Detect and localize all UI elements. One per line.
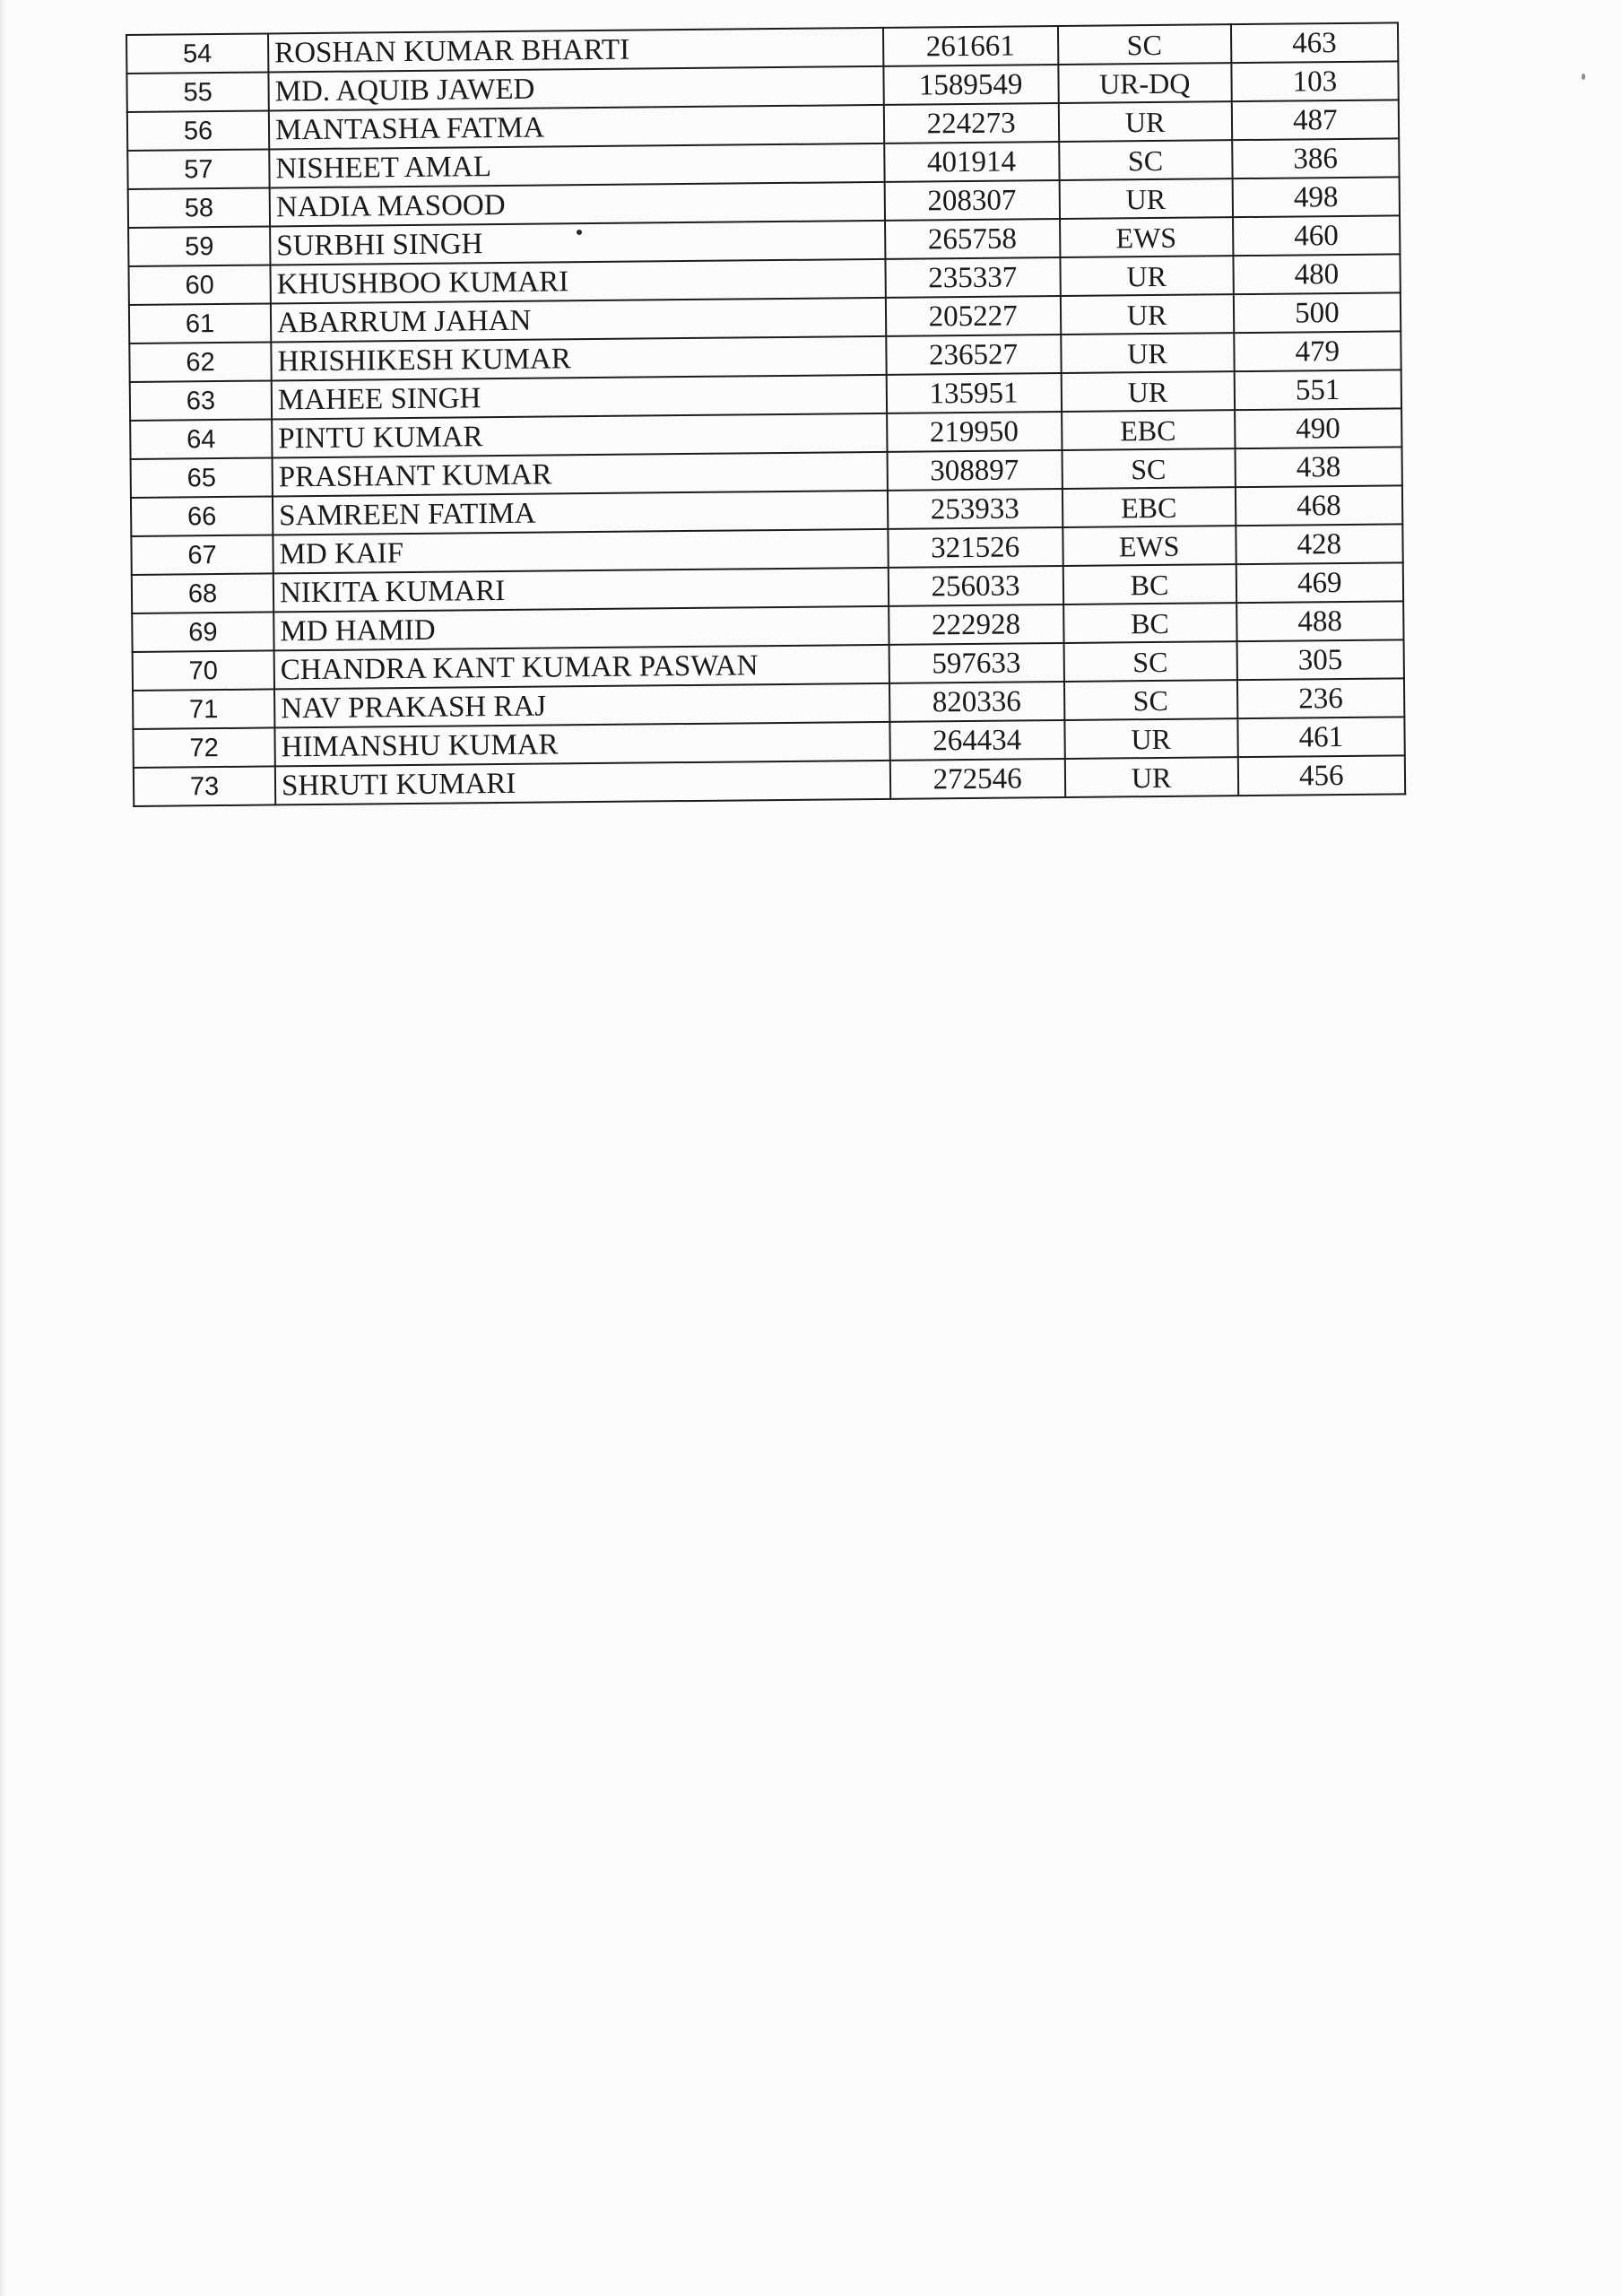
cell-rank: 488 <box>1236 601 1404 641</box>
cell-name: SHRUTI KUMARI <box>275 761 890 805</box>
cell-category: UR <box>1064 757 1237 797</box>
scan-speck <box>1582 74 1585 80</box>
cell-rank: 479 <box>1234 331 1401 371</box>
cell-category: SC <box>1063 641 1236 682</box>
cell-roll-no: 321526 <box>888 527 1063 568</box>
cell-sl-no: 72 <box>133 727 274 768</box>
cell-category: SC <box>1064 680 1237 720</box>
cell-roll-no: 236527 <box>886 335 1061 375</box>
cell-category: SC <box>1058 24 1231 65</box>
cell-rank: 490 <box>1235 408 1402 448</box>
cell-sl-no: 62 <box>129 342 271 382</box>
cell-rank: 498 <box>1232 177 1400 217</box>
cell-roll-no: 308897 <box>887 450 1062 491</box>
cell-roll-no: 597633 <box>889 643 1063 683</box>
cell-sl-no: 54 <box>126 33 268 74</box>
merit-list-table <box>126 22 1406 807</box>
cell-rank: 456 <box>1237 755 1405 796</box>
cell-rank: 463 <box>1231 22 1399 63</box>
cell-roll-no: 224273 <box>883 103 1058 144</box>
cell-name: NAV PRAKASH RAJ <box>274 683 889 728</box>
cell-category: UR <box>1059 178 1232 219</box>
cell-name: MD KAIF <box>273 529 888 574</box>
cell-sl-no: 68 <box>132 573 273 613</box>
cell-sl-no: 59 <box>128 226 270 266</box>
cell-name: PRASHANT KUMAR <box>273 452 888 497</box>
cell-category: UR <box>1060 294 1233 335</box>
cell-name: HRISHIKESH KUMAR <box>271 336 886 381</box>
cell-sl-no: 70 <box>133 650 274 691</box>
cell-rank: 305 <box>1236 639 1404 680</box>
cell-roll-no: 261661 <box>883 26 1058 66</box>
cell-name: ABARRUM JAHAN <box>271 298 886 343</box>
cell-category: BC <box>1063 603 1236 643</box>
cell-rank: 500 <box>1233 292 1401 333</box>
cell-rank: 438 <box>1235 447 1402 487</box>
cell-category: SC <box>1062 448 1235 489</box>
cell-name: MD. AQUIB JAWED <box>268 66 883 111</box>
cell-name: PINTU KUMAR <box>272 413 887 458</box>
cell-rank: 461 <box>1237 717 1405 757</box>
cell-roll-no: 272546 <box>889 759 1064 799</box>
cell-roll-no: 401914 <box>884 142 1059 182</box>
cell-sl-no: 64 <box>130 419 272 459</box>
cell-name: MD HAMID <box>273 606 889 651</box>
cell-roll-no: 135951 <box>886 373 1061 413</box>
cell-category: UR <box>1060 256 1233 296</box>
cell-category: UR <box>1061 371 1234 412</box>
cell-name: NISHEET AMAL <box>269 144 884 188</box>
cell-roll-no: 205227 <box>886 296 1061 336</box>
cell-name: NIKITA KUMARI <box>273 568 889 613</box>
cell-roll-no: 208307 <box>884 180 1059 221</box>
cell-category: UR <box>1061 333 1234 373</box>
cell-sl-no: 66 <box>131 496 273 536</box>
cell-category: EWS <box>1063 526 1236 566</box>
cell-rank: 468 <box>1236 485 1403 526</box>
cell-sl-no: 58 <box>128 187 270 228</box>
cell-name: KHUSHBOO KUMARI <box>270 259 885 304</box>
cell-sl-no: 55 <box>126 72 268 112</box>
cell-sl-no: 60 <box>128 265 270 305</box>
cell-category: EBC <box>1062 487 1235 527</box>
cell-rank: 428 <box>1236 524 1403 564</box>
cell-roll-no: 235337 <box>885 257 1060 298</box>
cell-name: MANTASHA FATMA <box>269 105 884 150</box>
cell-roll-no: 219950 <box>887 412 1062 452</box>
page-edge-shadow <box>0 0 5 2296</box>
cell-name: HIMANSHU KUMAR <box>274 722 889 767</box>
cell-category: UR <box>1064 718 1237 759</box>
cell-roll-no: 265758 <box>885 219 1060 259</box>
cell-roll-no: 264434 <box>889 720 1064 761</box>
cell-sl-no: 57 <box>127 149 269 189</box>
cell-rank: 487 <box>1231 100 1399 140</box>
cell-category: EWS <box>1060 217 1233 257</box>
cell-rank: 386 <box>1232 138 1400 178</box>
cell-sl-no: 56 <box>127 110 269 151</box>
cell-category: UR-DQ <box>1058 63 1231 103</box>
cell-category: UR <box>1058 101 1231 142</box>
cell-category: SC <box>1059 140 1232 180</box>
cell-rank: 469 <box>1236 562 1403 603</box>
cell-sl-no: 67 <box>131 535 273 575</box>
cell-sl-no: 71 <box>133 689 274 729</box>
cell-category: BC <box>1063 564 1236 604</box>
cell-roll-no: 820336 <box>889 682 1064 722</box>
cell-sl-no: 63 <box>130 380 272 421</box>
cell-name: SAMREEN FATIMA <box>273 491 888 535</box>
cell-rank: 480 <box>1233 254 1401 294</box>
cell-roll-no: 256033 <box>888 566 1063 606</box>
cell-category: EBC <box>1062 410 1235 450</box>
cell-rank: 236 <box>1237 678 1405 718</box>
merit-list-body <box>126 22 1405 806</box>
cell-name: MAHEE SINGH <box>272 375 887 420</box>
cell-rank: 460 <box>1233 215 1401 256</box>
scan-speck <box>577 230 582 235</box>
cell-sl-no: 65 <box>131 457 273 498</box>
cell-sl-no: 61 <box>129 303 271 344</box>
cell-name: NADIA MASOOD <box>270 182 885 227</box>
cell-name: CHANDRA KANT KUMAR PASWAN <box>274 645 889 690</box>
cell-sl-no: 73 <box>134 766 275 806</box>
cell-sl-no: 69 <box>132 612 273 652</box>
cell-rank: 103 <box>1231 61 1399 101</box>
cell-rank: 551 <box>1234 370 1401 410</box>
cell-name: ROSHAN KUMAR BHARTI <box>268 28 883 73</box>
cell-roll-no: 253933 <box>888 489 1063 529</box>
cell-roll-no: 1589549 <box>883 65 1058 105</box>
cell-roll-no: 222928 <box>889 604 1063 645</box>
cell-name: SURBHI SINGH <box>270 221 885 265</box>
